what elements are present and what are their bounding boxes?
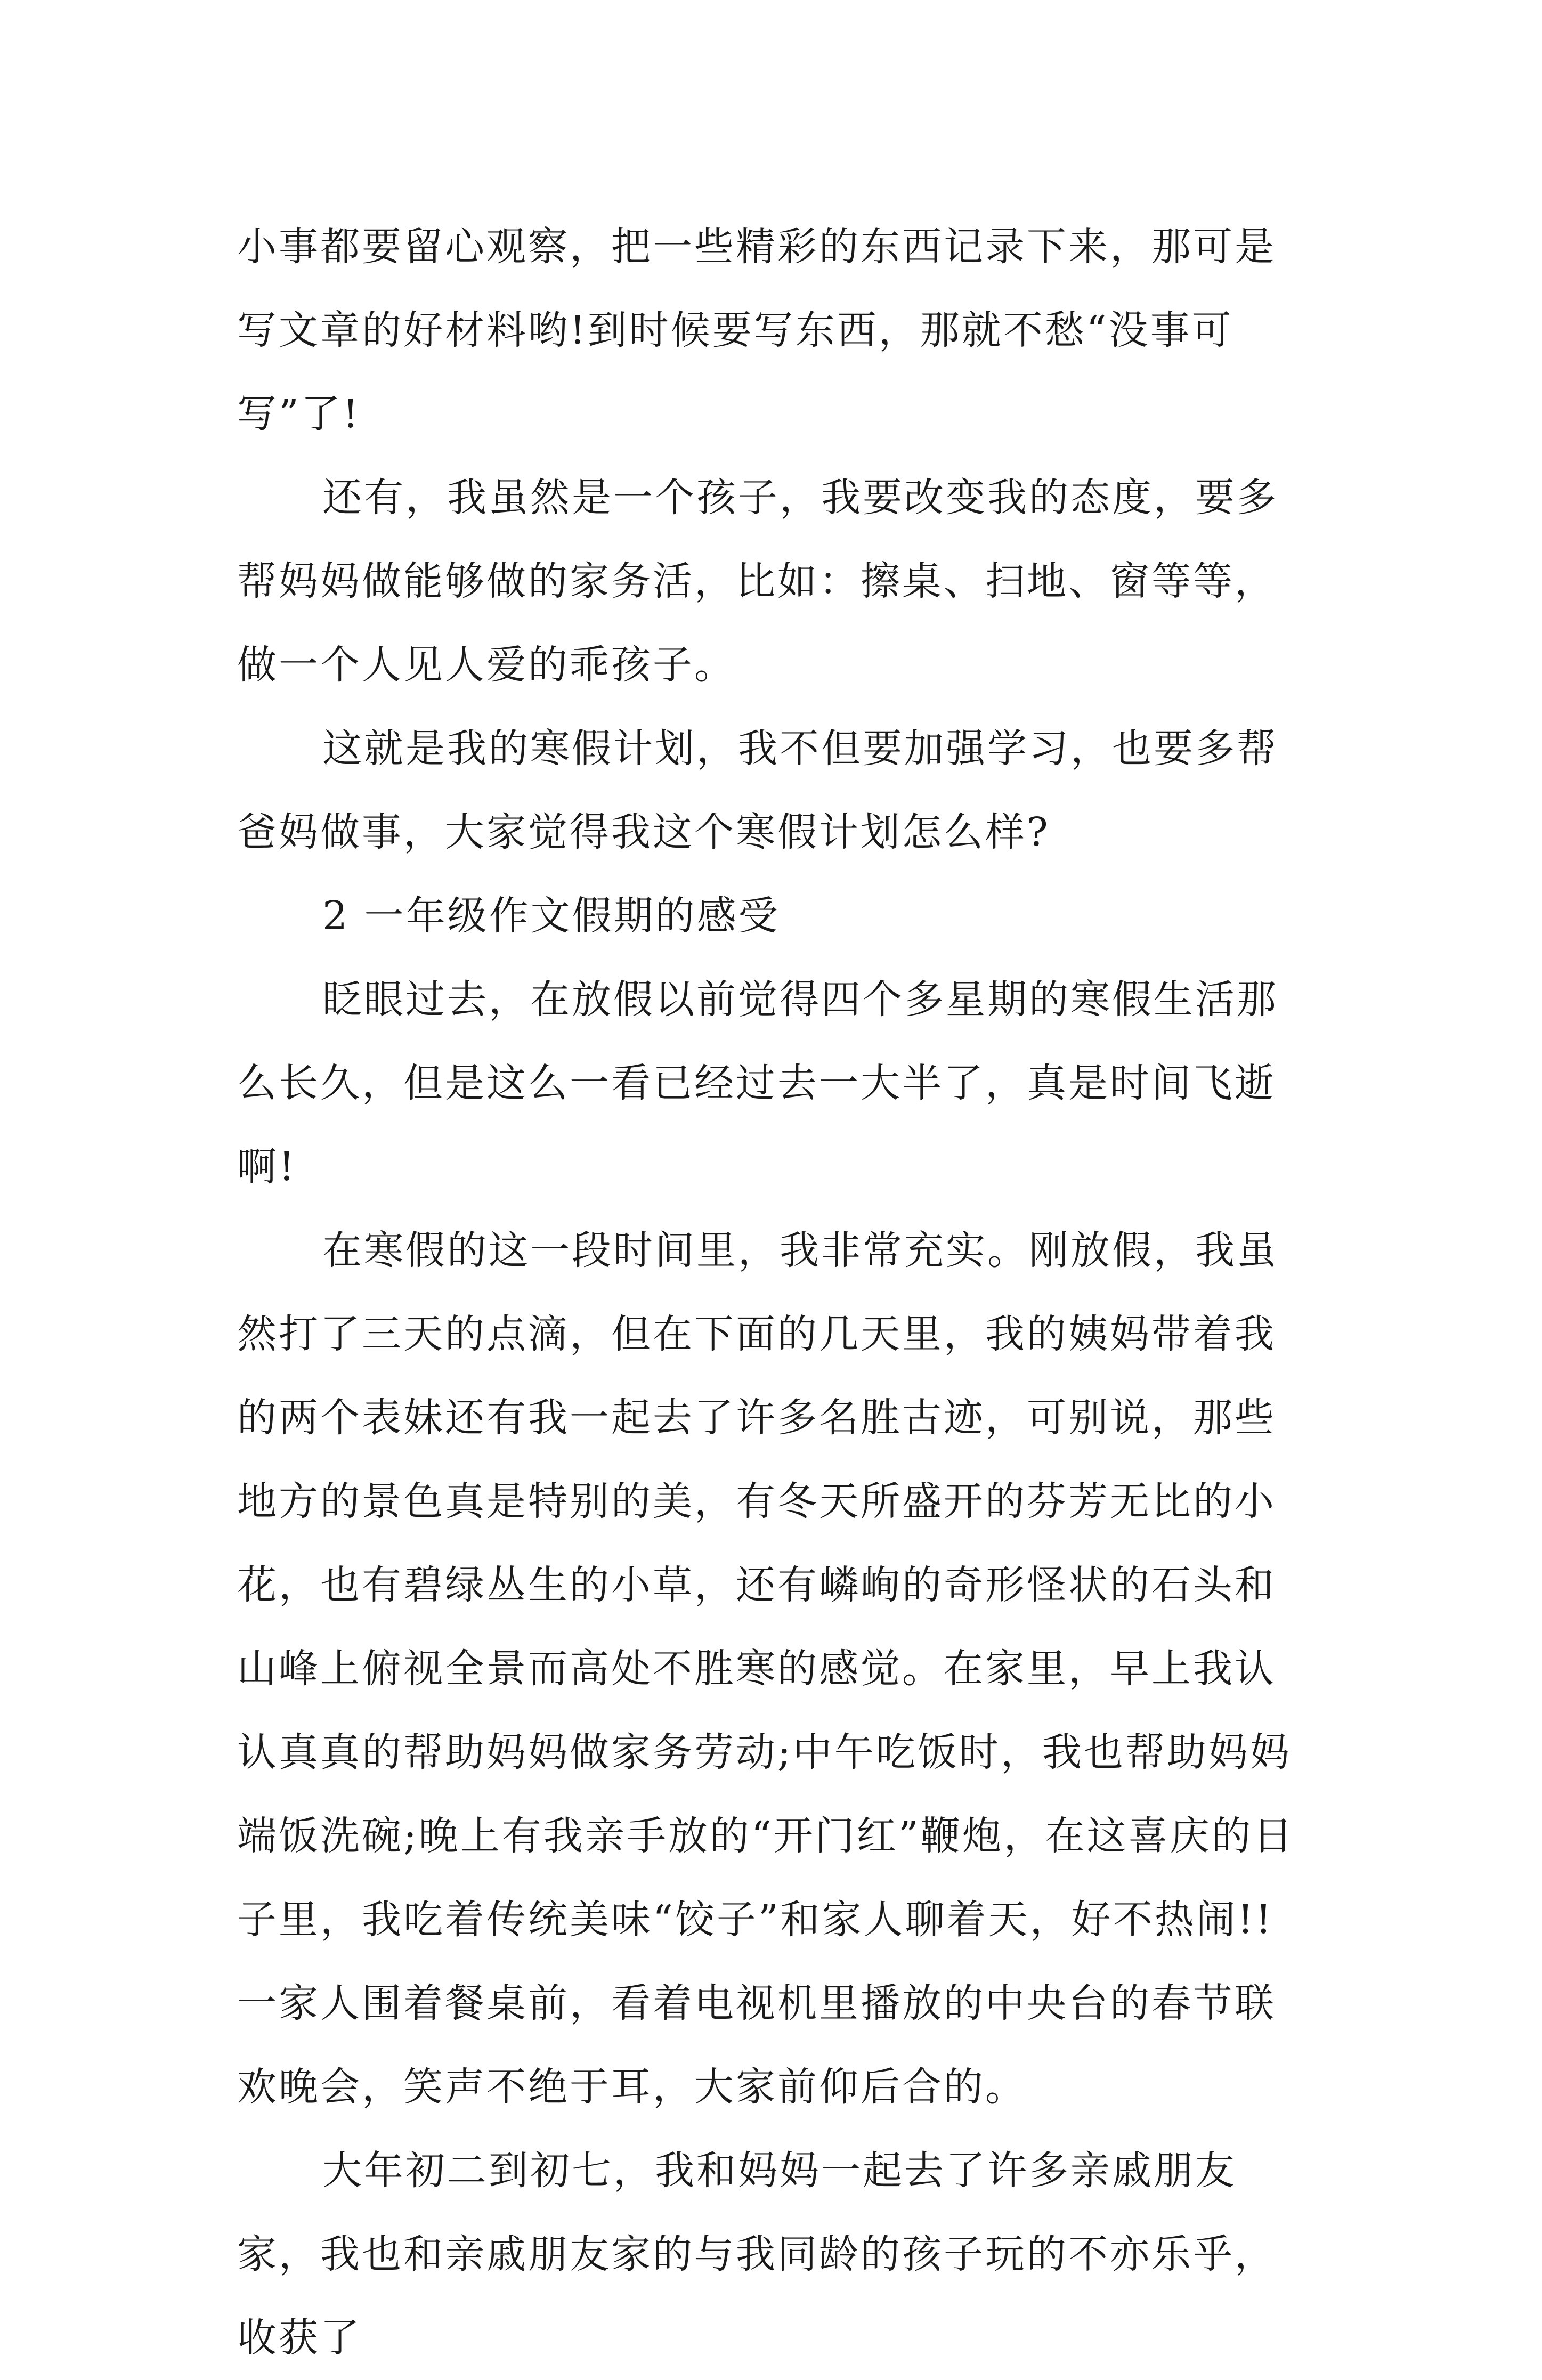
document-body (237, 205, 1308, 2380)
paragraph-housework: 还有，我虽然是一个孩子，我要改变我的态度，要多帮妈妈做能够做的家务活，比如：擦桌、扫地、窗等等，做一个人见人爱的乖孩子。 (237, 475, 1278, 688)
paragraph-time-flies: 眨眼过去，在放假以前觉得四个多星期的寒假生活那么长久，但是这么一看已经过去一大半了，真是时间飞逝啊! (237, 977, 1278, 1190)
paragraph-continuation: 小事都要留心观察，把一些精彩的东西记录下来，那可是写文章的好材料哟!到时候要写东西，那就不愁“没事可写”了! (237, 224, 1276, 437)
paragraph-new-year-visits: 大年初二到初七，我和妈妈一起去了许多亲戚朋友家，我也和亲戚朋友家的与我同龄的孩子玩的不亦乐乎，收获了 (237, 2148, 1276, 2361)
paragraph-winter-break: 在寒假的这一段时间里，我非常充实。刚放假，我虽然打了三天的点滴，但在下面的几天里，我的姨妈带着我的两个表妹还有我一起去了许多名胜古迹，可别说，那些地方的景色真是特别的美，有冬天所盛开的芬芳无比的小花，也有碧绿丛生的小草，还有嶙峋的奇形怪状的石头和山峰上俯视全景而高处不胜寒的感觉。在家里，早上我认认真真的帮助妈妈做家务劳动;中午吃饭时，我也帮助妈妈端饭洗碗;晚上有我亲手放的“开门红”鞭炮，在这喜庆的日子里，我吃着传统美味“饺子”和家人聊着天，好不热闹!!一家人围着餐桌前，看着电视机里播放的中央台的春节联欢晚会，笑声不绝于耳，大家前仰后合的。 (237, 1228, 1295, 2110)
section-heading: 2 一年级作文假期的感受 (322, 893, 780, 939)
paragraph-plan-summary: 这就是我的寒假计划，我不但要加强学习，也要多帮爸妈做事，大家觉得我这个寒假计划怎么样? (237, 726, 1278, 855)
